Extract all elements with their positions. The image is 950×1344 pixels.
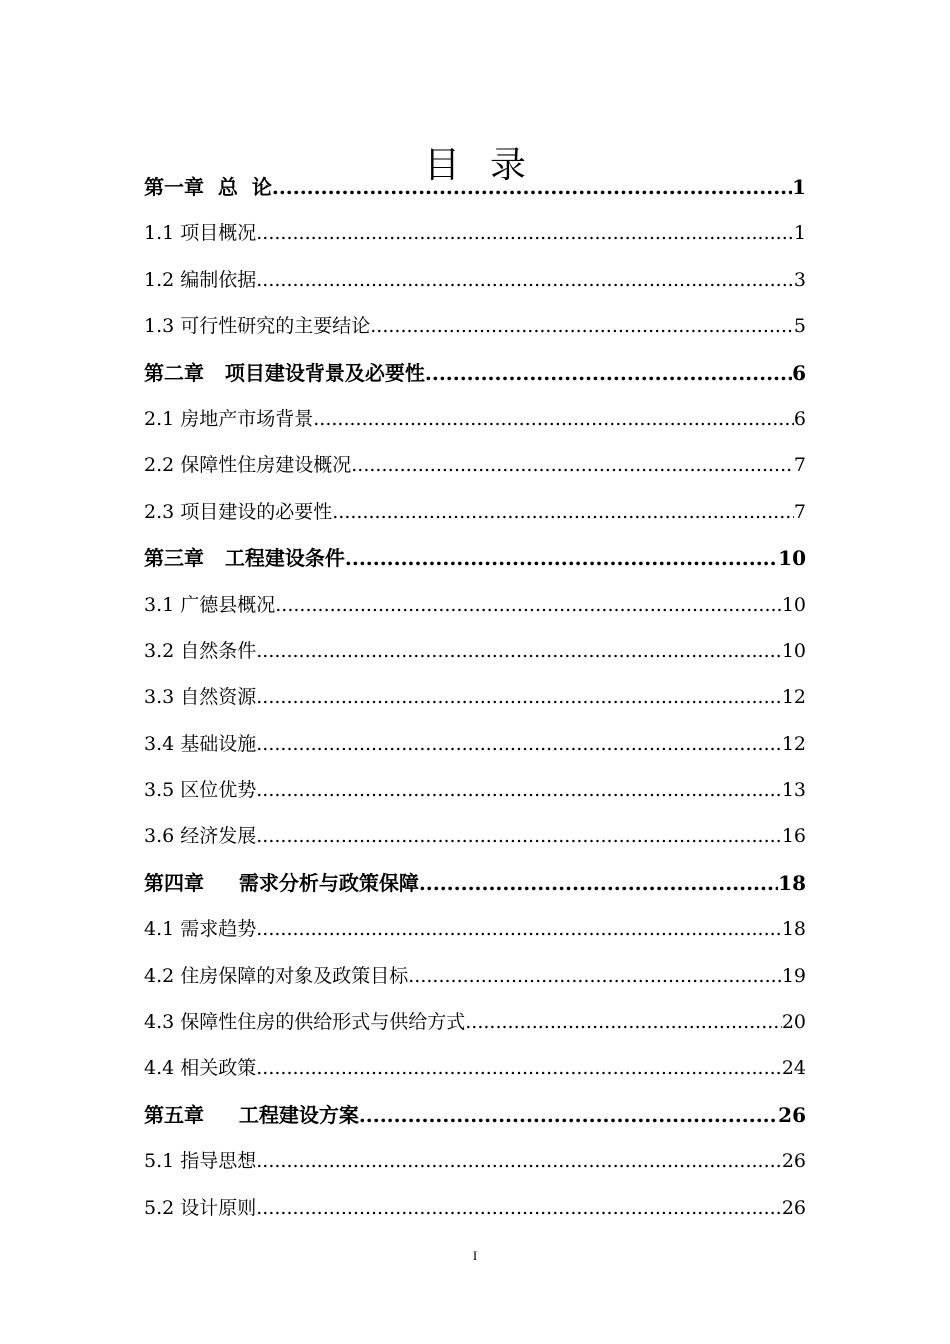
toc-dot-leader <box>313 396 794 442</box>
toc-dot-leader <box>256 767 782 813</box>
toc-dot-leader <box>465 999 782 1045</box>
toc-dot-leader <box>419 860 778 906</box>
toc-entry-page: 26 <box>781 1196 806 1219</box>
toc-section-entry[interactable] <box>144 906 806 952</box>
toc-section-entry[interactable] <box>144 953 806 999</box>
toc-entry-label: 3.3 自然资源 <box>144 686 257 709</box>
toc-dot-leader <box>275 582 782 628</box>
toc-entry-label: 2.1 房地产市场背景 <box>144 407 314 430</box>
toc-section-entry[interactable] <box>144 1185 806 1231</box>
toc-entry-label: 1.1 项目概况 <box>144 222 257 245</box>
toc-dot-leader <box>256 257 794 303</box>
toc-entry-page: 16 <box>781 825 806 848</box>
toc-entry-page: 18 <box>778 870 806 895</box>
toc-entry-label: 3.1 广德县概况 <box>144 593 276 616</box>
page-title: 目录 <box>423 145 556 187</box>
toc-section-entry[interactable] <box>144 999 806 1045</box>
toc-chapter-entry[interactable] <box>144 860 806 906</box>
toc-section-entry[interactable] <box>144 210 806 256</box>
toc-dot-leader <box>370 303 794 349</box>
toc-section-entry[interactable] <box>144 628 806 674</box>
toc-dot-leader <box>256 1185 782 1231</box>
toc-dot-leader <box>256 906 782 952</box>
toc-entry-page: 26 <box>781 1150 806 1173</box>
toc-section-entry[interactable] <box>144 396 806 442</box>
toc-dot-leader <box>256 721 782 767</box>
toc-entry-page: 6 <box>793 407 806 430</box>
toc-section-entry[interactable] <box>144 1045 806 1091</box>
toc-dot-leader <box>256 813 782 859</box>
toc-section-entry[interactable] <box>144 721 806 767</box>
page-number: I <box>472 1248 478 1263</box>
toc-entry-page: 24 <box>781 1057 806 1080</box>
toc-section-entry[interactable] <box>144 257 806 303</box>
toc-section-entry[interactable] <box>144 813 806 859</box>
toc-entry-page: 10 <box>781 639 806 662</box>
toc-chapter-entry[interactable] <box>144 164 806 210</box>
toc-dot-leader <box>256 1045 782 1091</box>
toc-entry-label: 第二章 项目建设背景及必要性 <box>144 360 425 385</box>
toc-entry-label: 第三章 工程建设条件 <box>144 546 345 571</box>
toc-section-entry[interactable] <box>144 767 806 813</box>
table-of-contents <box>144 164 806 1231</box>
toc-entry-label: 4.4 相关政策 <box>144 1057 257 1080</box>
toc-dot-leader <box>256 210 794 256</box>
toc-entry-page: 12 <box>781 732 806 755</box>
toc-dot-leader <box>359 1092 778 1138</box>
toc-entry-label: 5.2 设计原则 <box>144 1196 257 1219</box>
toc-chapter-entry[interactable] <box>144 1092 806 1138</box>
toc-entry-page: 19 <box>781 964 806 987</box>
toc-entry-page: 7 <box>793 454 806 477</box>
toc-chapter-entry[interactable] <box>144 535 806 581</box>
toc-entry-label: 3.5 区位优势 <box>144 779 257 802</box>
toc-entry-label: 1.3 可行性研究的主要结论 <box>144 315 371 338</box>
toc-entry-page: 26 <box>778 1102 806 1127</box>
toc-entry-page: 10 <box>781 593 806 616</box>
toc-entry-label: 第一章 总 论 <box>144 175 272 199</box>
toc-entry-page: 7 <box>793 500 806 523</box>
toc-entry-label: 4.2 住房保障的对象及政策目标 <box>144 964 409 987</box>
toc-entry-label: 第四章 需求分析与政策保障 <box>144 870 419 895</box>
toc-entry-page: 6 <box>792 360 806 385</box>
toc-entry-page: 3 <box>793 268 806 291</box>
toc-entry-page: 12 <box>781 686 806 709</box>
toc-dot-leader <box>256 628 782 674</box>
toc-section-entry[interactable] <box>144 1138 806 1184</box>
toc-dot-leader <box>345 535 778 581</box>
toc-entry-label: 2.2 保障性住房建设概况 <box>144 454 352 477</box>
toc-entry-label: 3.4 基础设施 <box>144 732 257 755</box>
toc-dot-leader <box>351 442 794 488</box>
toc-entry-page: 10 <box>778 546 806 571</box>
toc-entry-label: 5.1 指导思想 <box>144 1150 257 1173</box>
toc-dot-leader <box>332 489 794 535</box>
toc-entry-page: 1 <box>793 222 806 245</box>
toc-dot-leader <box>425 350 792 396</box>
toc-section-entry[interactable] <box>144 489 806 535</box>
toc-entry-label: 2.3 项目建设的必要性 <box>144 500 333 523</box>
toc-section-entry[interactable] <box>144 303 806 349</box>
toc-entry-page: 5 <box>793 315 806 338</box>
toc-section-entry[interactable] <box>144 582 806 628</box>
toc-entry-label: 1.2 编制依据 <box>144 268 257 291</box>
toc-dot-leader <box>408 953 782 999</box>
toc-entry-label: 4.1 需求趋势 <box>144 918 257 941</box>
toc-dot-leader <box>272 164 792 210</box>
toc-entry-label: 第五章 工程建设方案 <box>144 1102 359 1127</box>
toc-chapter-entry[interactable] <box>144 350 806 396</box>
toc-entry-page: 13 <box>781 779 806 802</box>
toc-entry-page: 20 <box>781 1011 806 1034</box>
toc-dot-leader <box>256 1138 782 1184</box>
toc-entry-label: 3.6 经济发展 <box>144 825 257 848</box>
toc-section-entry[interactable] <box>144 674 806 720</box>
toc-dot-leader <box>256 674 782 720</box>
toc-section-entry[interactable] <box>144 442 806 488</box>
toc-entry-label: 3.2 自然条件 <box>144 639 257 662</box>
toc-entry-page: 18 <box>781 918 806 941</box>
toc-entry-label: 4.3 保障性住房的供给形式与供给方式 <box>144 1011 466 1034</box>
toc-entry-page: 1 <box>792 175 806 199</box>
